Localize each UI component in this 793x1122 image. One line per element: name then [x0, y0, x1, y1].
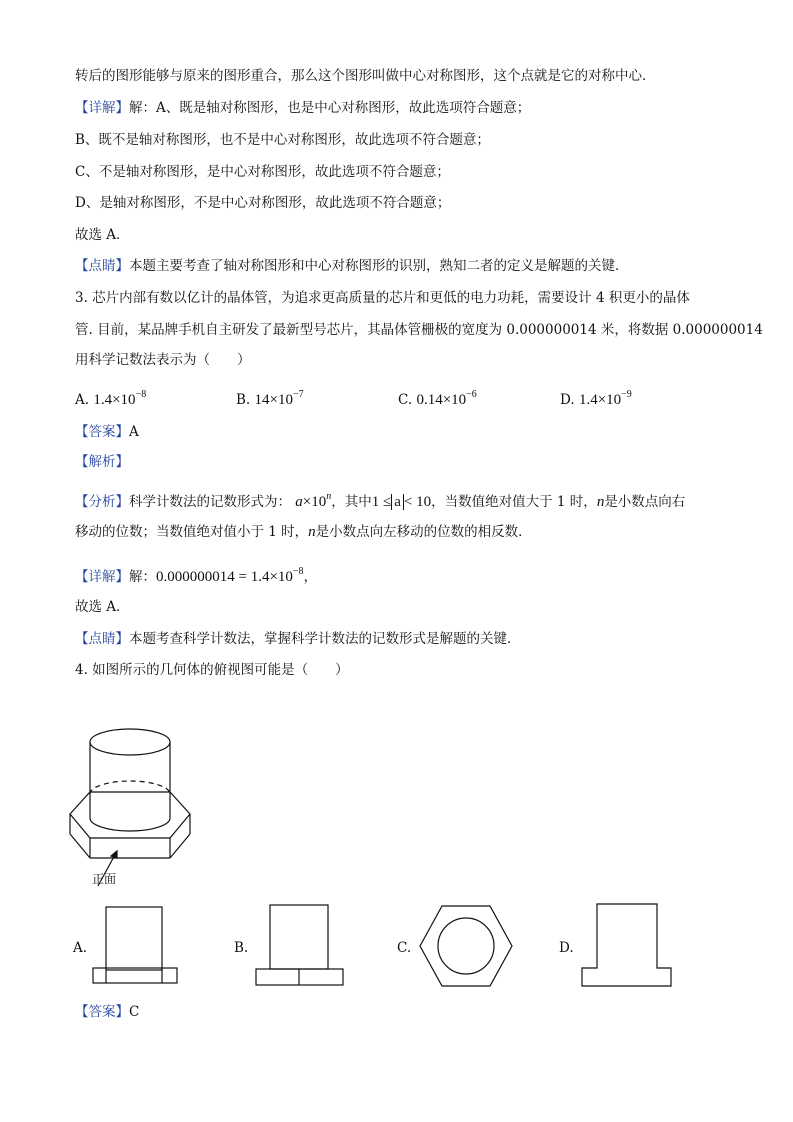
comment-tag: 【点睛】 [75, 258, 129, 274]
option-b-figure [255, 905, 345, 985]
formula: $a\times 10^n$ [295, 491, 332, 510]
answer-tag: 【答案】 [75, 1004, 129, 1020]
fenxi-line-1: 【分析】科学计数法的记数形式为： $a\times 10^n$，其中1 ≤ a < 10，当数值绝对值大于 1 时，n是小数点向右 [75, 491, 686, 510]
answer-line [75, 1002, 139, 1022]
fenxi-text: ，当数值绝对值大于 1 时， [431, 494, 597, 510]
option-c [398, 385, 477, 410]
fenxi-tag: 【分析】 [75, 494, 129, 510]
option-value: $14\times 10^{-7}$ [254, 389, 304, 408]
option-label-a: A. [73, 940, 88, 956]
detail-tag: 【详解】 [75, 100, 129, 116]
front-view-label: 正面 [92, 872, 117, 886]
answer-tag: 【答案】 [75, 424, 129, 440]
option-a [75, 385, 146, 410]
fenxi-text: 科学计数法的记数形式为： [129, 494, 291, 510]
detail-tag: 【详解】 [75, 569, 129, 585]
question-3-line-2: 管. 目前，某品牌手机自主研发了最新型号芯片，其晶体管栅极的宽度为 0.000000014 米，将数据 0.000000014 [75, 322, 763, 338]
analysis-line [75, 452, 129, 472]
answer-value: A [129, 424, 139, 440]
option-c-figure [418, 902, 518, 992]
text-line: 故选 A． [75, 227, 130, 243]
formula: $0.000000014 = 1.4\times 10^{-8}$ [156, 566, 304, 585]
detail-line: 【详解】解：$0.000000014 = 1.4\times 10^{-8}$， [75, 566, 318, 585]
option-d [560, 385, 632, 410]
option-d-figure [581, 902, 681, 992]
comment-text: 本题考查科学计数法，掌握科学计数法的记数形式是解题的关键． [129, 631, 521, 647]
comment-line [75, 256, 629, 276]
detail-line [75, 98, 530, 118]
fenxi-line-2: 移动的位数；当数值绝对值小于 1 时，n是小数点向左移动的位数的相反数． [75, 524, 532, 540]
question-3-line-3: 用科学记数法表示为（ ） [75, 352, 251, 368]
detail-text: 解：A、既是轴对称图形，也是中心对称图形，故此选项符合题意； [129, 100, 531, 116]
choose-line: 故选 A． [75, 599, 130, 615]
text-line: B、既不是轴对称图形，也不是中心对称图形，故此选项不符合题意； [75, 132, 490, 148]
option-label: A. [75, 392, 90, 408]
option-label: D. [560, 392, 575, 408]
question-4-line: 4. 如图所示的几何体的俯视图可能是（ ） [75, 662, 349, 678]
text-line: D、是轴对称图形，不是中心对称图形，故此选项不符合题意； [75, 195, 451, 211]
option-b [236, 385, 304, 410]
option-label-c: C. [397, 940, 412, 956]
option-label-d: D. [559, 940, 574, 956]
option-value: $0.14\times 10^{-6}$ [416, 389, 477, 408]
fenxi-text: ，其中 [331, 494, 372, 510]
option-label: B. [236, 392, 251, 408]
text-line: C、不是轴对称图形，是中心对称图形，故此选项不符合题意； [75, 164, 450, 180]
answer-value: C [129, 1004, 140, 1020]
option-value: $1.4\times 10^{-9}$ [578, 389, 632, 408]
option-label: C. [398, 392, 413, 408]
analysis-tag: 【解析】 [75, 454, 129, 470]
geometry-figure [68, 722, 198, 892]
inequality: 1 ≤ a < 10 [371, 494, 432, 510]
question-3-line-1: 3. 芯片内部有数以亿计的晶体管，为追求更高质量的芯片和更低的电力功耗，需要设计 4 积更小的晶体 [75, 290, 690, 306]
answer-line [75, 422, 139, 442]
option-label-b: B. [234, 940, 249, 956]
option-value: $1.4\times 10^{-8}$ [93, 389, 147, 408]
comment-line [75, 629, 521, 649]
option-a-figure [92, 905, 182, 985]
text-line: 转后的图形能够与原来的图形重合，那么这个图形叫做中心对称图形，这个点就是它的对称中心． [75, 68, 656, 84]
comment-tag: 【点睛】 [75, 631, 129, 647]
comment-text: 本题主要考查了轴对称图形和中心对称图形的识别，熟知二者的定义是解题的关键． [129, 258, 629, 274]
fenxi-text: 是小数点向右 [604, 494, 686, 510]
